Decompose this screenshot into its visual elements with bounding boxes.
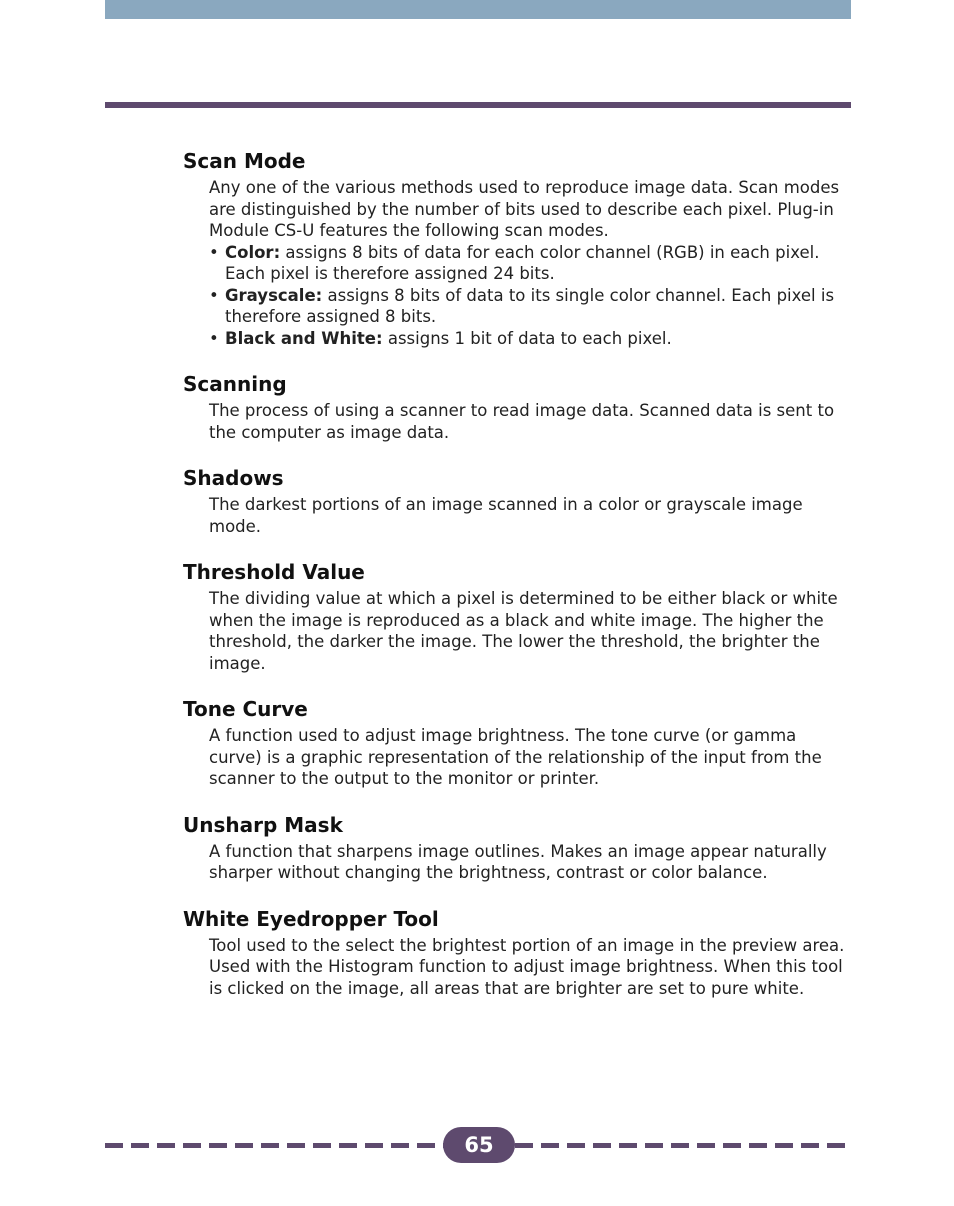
- bullet-icon: •: [209, 328, 219, 348]
- bullet-label: Grayscale:: [225, 285, 323, 305]
- bullet-text: assigns 8 bits of data to its single color channel. Each pixel is therefore assigned 8 bits.: [225, 285, 835, 326]
- glossary-term: Threshold Value: [183, 560, 365, 584]
- bullet-text: assigns 8 bits of data for each color channel (RGB) in each pixel. Each pixel is therefore assigned 24 bits.: [225, 242, 820, 283]
- bullet-icon: •: [209, 242, 219, 262]
- bullet-label: Black and White:: [225, 328, 383, 348]
- bullet-label: Color:: [225, 242, 281, 262]
- glossary-definition: The process of using a scanner to read image data. Scanned data is sent to the computer as image data.: [209, 401, 835, 442]
- glossary-entry-threshold-value: [183, 559, 853, 674]
- list-item: [209, 242, 853, 285]
- bullet-text: assigns 1 bit of data to each pixel.: [382, 328, 672, 348]
- glossary-definition: A function used to adjust image brightness. The tone curve (or gamma curve) is a graphic representation of the relationship of the input from the scanner to the output to the monitor or printer.: [209, 726, 822, 788]
- footer-dashed-rule-right: [515, 1143, 851, 1148]
- header-band: [105, 0, 851, 19]
- header-rule: [105, 102, 851, 108]
- glossary-term: Unsharp Mask: [183, 812, 343, 837]
- glossary-definition: The darkest portions of an image scanned in a color or grayscale image mode.: [209, 495, 803, 536]
- glossary-entry-white-eyedropper-tool: [183, 906, 853, 1000]
- glossary-term: Scan Mode: [183, 149, 306, 173]
- glossary-entry-unsharp-mask: [183, 812, 853, 884]
- glossary-entry-scanning: [183, 371, 853, 443]
- glossary-definition: Any one of the various methods used to reproduce image data. Scan modes are distinguished by the number of bits used to describe each pixel. Plug-in Module CS-U features the following scan modes.: [209, 178, 840, 240]
- glossary-definition: The dividing value at which a pixel is determined to be either black or white when the image is reproduced as a black and white image. The higher the threshold, the darker the image. The lower the threshold, the brighter the image.: [209, 589, 838, 673]
- glossary-content: [183, 148, 853, 1021]
- glossary-term: Shadows: [183, 466, 284, 490]
- list-item: [209, 328, 853, 350]
- glossary-definition: A function that sharpens image outlines. Makes an image appear naturally sharper without changing the brightness, contrast or color balance.: [209, 841, 827, 882]
- glossary-term: Tone Curve: [183, 697, 308, 721]
- glossary-term: Scanning: [183, 372, 287, 396]
- bullet-icon: •: [209, 285, 219, 305]
- page-number: 65: [443, 1127, 515, 1163]
- footer-dashed-rule-left: [105, 1143, 445, 1148]
- glossary-term: White Eyedropper Tool: [183, 906, 439, 931]
- glossary-definition: Tool used to the select the brightest portion of an image in the preview area. Used with the Histogram function to adjust image brightness. When this tool is clicked on the image, all areas that are brighter are set to pure white.: [209, 935, 845, 998]
- page-footer: [105, 1125, 851, 1165]
- glossary-entry-tone-curve: [183, 696, 853, 790]
- glossary-entry-scan-mode: [183, 148, 853, 349]
- scan-mode-list: [209, 242, 853, 350]
- list-item: [209, 285, 853, 328]
- glossary-entry-shadows: [183, 465, 853, 537]
